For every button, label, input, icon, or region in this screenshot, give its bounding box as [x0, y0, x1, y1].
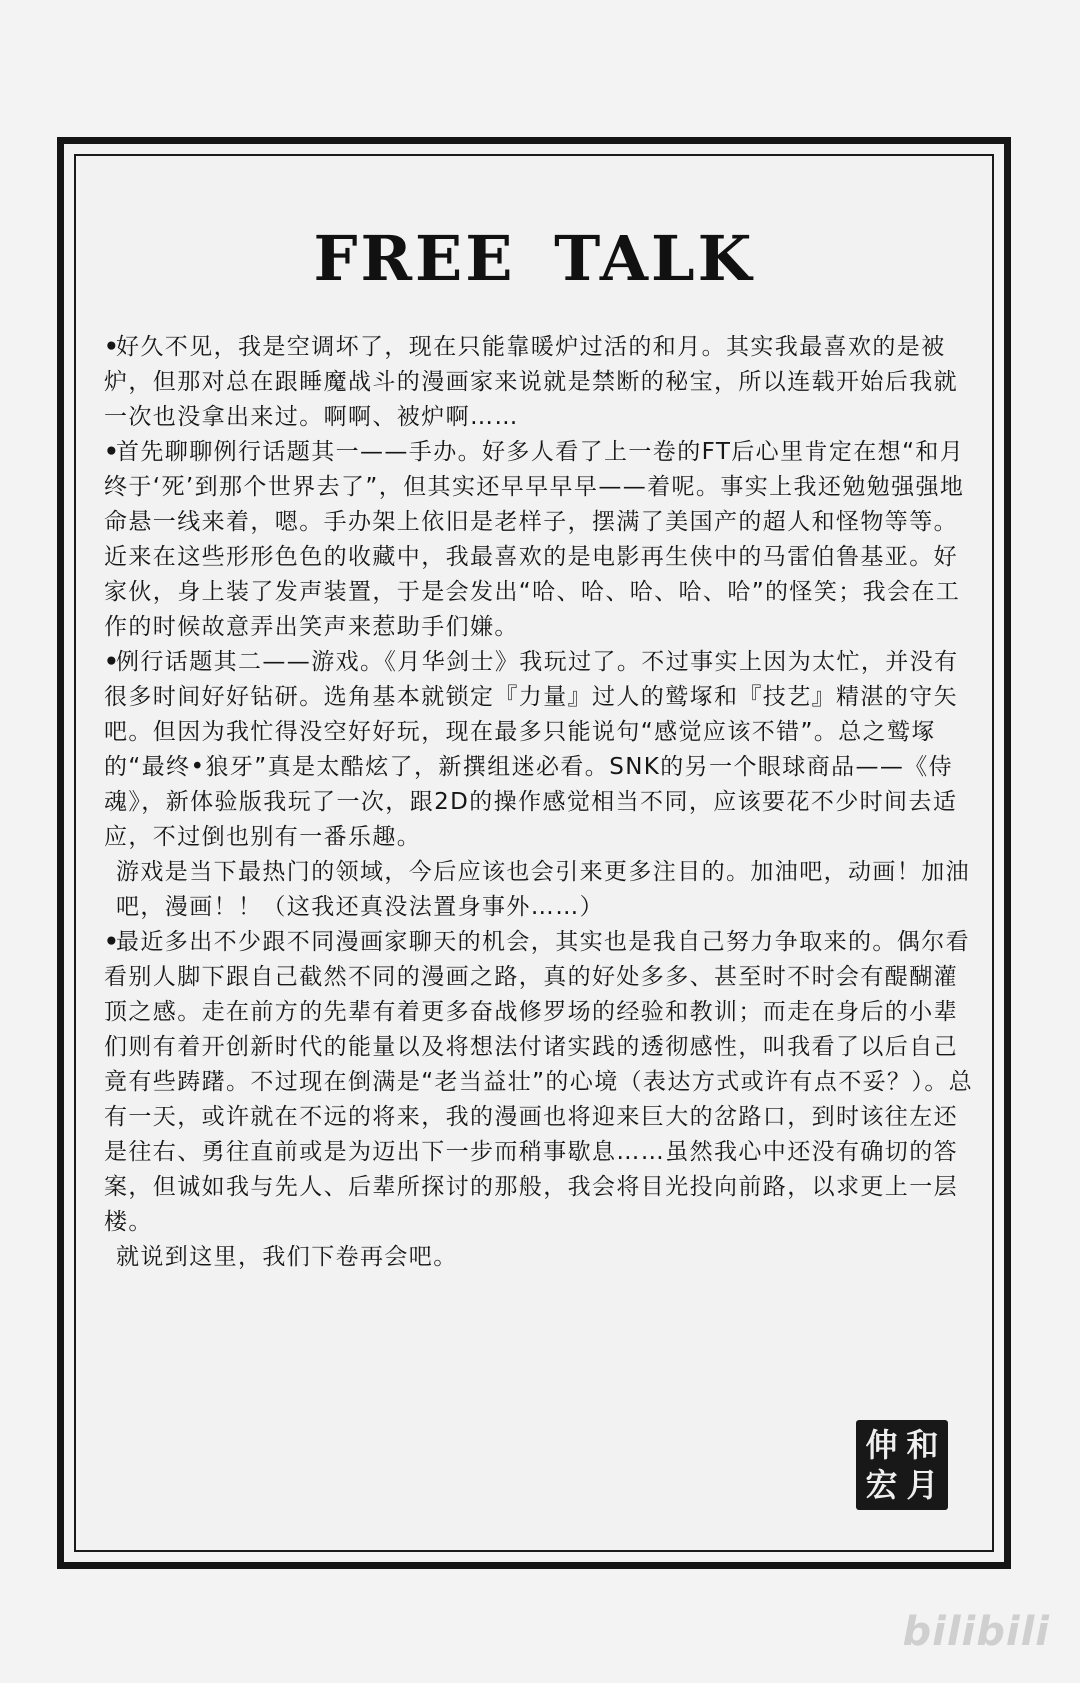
paragraph-6: 就说到这里，我们下卷再会吧。 [116, 1244, 458, 1270]
seal-char: 伸 [865, 1426, 898, 1464]
seal-char: 和 [906, 1426, 939, 1464]
seal-char: 月 [906, 1466, 939, 1504]
seal-char: 宏 [865, 1466, 898, 1504]
author-seal-stamp [856, 1420, 948, 1510]
paragraph-3: •例行话题其二——游戏。《月华剑士》我玩过了。不过事实上因为太忙，并没有很多时间好好钻研。选角基本就锁定『力量』过人的鹫塚和『技艺』精湛的守矢吧。但因为我忙得没空好好玩，现在最多只能说句“感觉应该不错”。总之鹫塚的“最终•狼牙”真是太酷炫了，新撰组迷必看。SNK的另一个眼球商品——《侍魂》，新体验版我玩了一次，跟2D的操作感觉相当不同，应该要花不少时间去适应，不过倒也别有一番乐趣。 [104, 645, 974, 855]
paragraph-1: •好久不见，我是空调坏了，现在只能靠暖炉过活的和月。其实我最喜欢的是被炉，但那对总在跟睡魔战斗的漫画家来说就是禁断的秘宝，所以连载开始后我就一次也没拿出来过。啊啊、被炉啊…… [104, 330, 974, 435]
paragraph-2: •首先聊聊例行话题其一——手办。好多人看了上一卷的FT后心里肯定在想“和月终于‘死’到那个世界去了”，但其实还早早早早——着呢。事实上我还勉勉强强地命悬一线来着，嗯。手办架上依旧是老样子，摆满了美国产的超人和怪物等等。近来在这些形形色色的收藏中，我最喜欢的是电影再生侠中的马雷伯鲁基亚。好家伙，身上装了发声装置，于是会发出“哈、哈、哈、哈、哈”的怪笑；我会在工作的时候故意弄出笑声来惹助手们嫌。 [104, 435, 974, 645]
bullet-mark: • [104, 649, 121, 675]
bullet-mark: • [104, 929, 121, 955]
bullet-mark: • [104, 334, 121, 360]
free-talk-body [104, 330, 974, 1275]
inner-border-frame [74, 154, 994, 1552]
paragraph-5: •最近多出不少跟不同漫画家聊天的机会，其实也是我自己努力争取来的。偶尔看看别人脚下跟自己截然不同的漫画之路，真的好处多多、甚至时不时会有醍醐灌顶之感。走在前方的先辈有着更多奋战修罗场的经验和教训；而走在身后的小辈们则有着开创新时代的能量以及将想法付诸实践的透彻感性，叫我看了以后自己竟有些踌躇。不过现在倒满是“老当益壮”的心境（表达方式或许有点不妥？）。总有一天，或许就在不远的将来，我的漫画也将迎来巨大的岔路口，到时该往左还是往右、勇往直前或是为迈出下一步而稍事歇息……虽然我心中还没有确切的答案，但诚如我与先人、后辈所探讨的那般，我会将目光投向前路，以求更上一层楼。 [104, 925, 974, 1240]
outer-border-frame [57, 137, 1011, 1569]
bullet-mark: • [104, 439, 121, 465]
paragraph-4: 游戏是当下最热门的领域，今后应该也会引来更多注目的。加油吧，动画！加油吧，漫画！！（这我还真没法置身事外……） [116, 859, 970, 920]
bilibili-watermark: bilibili [902, 1609, 1050, 1655]
page-title: FREE TALK [313, 222, 755, 295]
